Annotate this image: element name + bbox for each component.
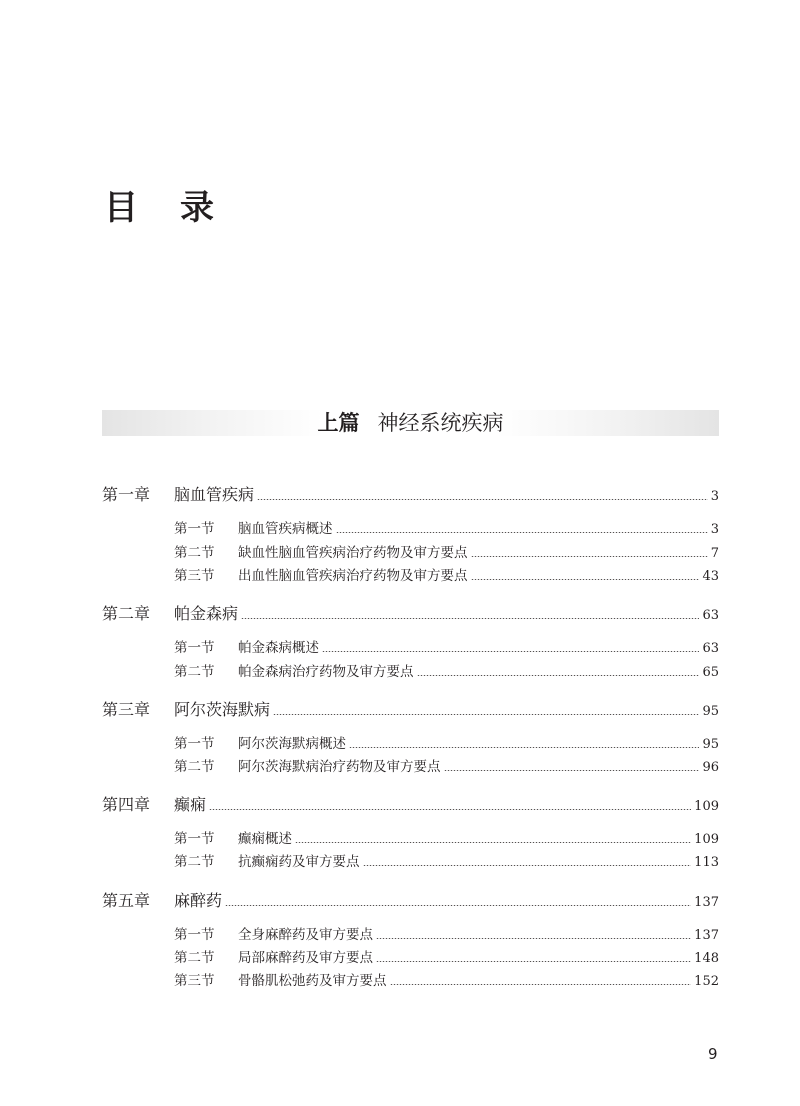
section-number: 第一节 [174, 640, 215, 656]
chapter-title: 麻醉药 [174, 891, 223, 910]
dot-leader [209, 809, 691, 810]
toc-section-5-1[interactable] [102, 925, 719, 945]
toc-chapter-4[interactable] [102, 794, 719, 816]
chapter-number: 第二章 [102, 604, 151, 623]
section-title: 阿尔茨海默病概述 [238, 736, 346, 752]
toc-section-4-1[interactable] [102, 829, 719, 849]
section-number: 第一节 [174, 736, 215, 752]
page-number: 43 [702, 569, 719, 584]
page-number: 152 [694, 974, 719, 989]
dot-leader [376, 938, 691, 939]
page-number: 148 [694, 951, 719, 966]
dot-leader [471, 556, 708, 557]
page-number: 65 [702, 665, 719, 680]
dot-leader [417, 675, 700, 676]
toc-section-2-2[interactable] [102, 662, 719, 682]
toc-section-5-2[interactable] [102, 948, 719, 968]
dot-leader [322, 651, 699, 652]
toc-chapter-5[interactable] [102, 890, 719, 912]
part-heading [102, 408, 719, 438]
toc-chapter-3[interactable] [102, 699, 719, 721]
section-number: 第一节 [174, 831, 215, 847]
part-name: 神经系统疾病 [377, 411, 504, 435]
toc-chapter-2[interactable] [102, 603, 719, 625]
section-title: 局部麻醉药及审方要点 [238, 950, 373, 966]
toc-chapter-1[interactable] [102, 484, 719, 506]
section-number: 第三节 [174, 973, 215, 989]
toc-section-4-2[interactable] [102, 852, 719, 872]
page-number: 7 [710, 546, 719, 561]
page-number: 95 [702, 737, 719, 752]
page-number: 137 [694, 928, 719, 943]
chapter-number: 第四章 [102, 795, 151, 814]
chapter-title: 脑血管疾病 [174, 485, 255, 504]
section-title: 缺血性脑血管疾病治疗药物及审方要点 [238, 545, 468, 561]
dot-leader [376, 961, 691, 962]
toc-section-1-3[interactable] [102, 566, 719, 586]
page-number: 63 [702, 641, 719, 656]
toc-section-3-2[interactable] [102, 757, 719, 777]
page-number: 3 [710, 489, 719, 504]
section-title: 抗癫痫药及审方要点 [238, 854, 360, 870]
dot-leader [444, 770, 700, 771]
chapter-number: 第五章 [102, 891, 151, 910]
section-number: 第二节 [174, 950, 215, 966]
chapter-number: 第三章 [102, 700, 151, 719]
dot-leader [471, 579, 700, 580]
dot-leader [225, 905, 691, 906]
section-title: 出血性脑血管疾病治疗药物及审方要点 [238, 568, 468, 584]
folio-page-number: 9 [708, 1045, 718, 1063]
page-title-char-1: 目 [104, 188, 138, 228]
dot-leader [349, 747, 699, 748]
page-number: 63 [702, 608, 719, 623]
page-number: 96 [702, 760, 719, 775]
section-title: 全身麻醉药及审方要点 [238, 927, 373, 943]
section-number: 第二节 [174, 759, 215, 775]
chapter-title: 帕金森病 [174, 604, 239, 623]
dot-leader [273, 714, 699, 715]
chapter-number: 第一章 [102, 485, 151, 504]
section-number: 第二节 [174, 854, 215, 870]
section-number: 第一节 [174, 927, 215, 943]
section-number: 第二节 [174, 664, 215, 680]
page-number: 137 [694, 895, 719, 910]
chapter-title: 癫痫 [174, 795, 207, 814]
page-number: 3 [710, 522, 719, 537]
toc-section-3-1[interactable] [102, 734, 719, 754]
chapter-title: 阿尔茨海默病 [174, 700, 271, 719]
page-number: 109 [694, 799, 719, 814]
section-title: 帕金森病治疗药物及审方要点 [238, 664, 414, 680]
section-number: 第三节 [174, 568, 215, 584]
page-number: 109 [694, 832, 719, 847]
toc-section-1-1[interactable] [102, 519, 719, 539]
dot-leader [241, 618, 699, 619]
section-title: 帕金森病概述 [238, 640, 319, 656]
page-number: 95 [702, 704, 719, 719]
dot-leader [336, 532, 708, 533]
toc-section-2-1[interactable] [102, 638, 719, 658]
dot-leader [363, 865, 692, 866]
page-title [104, 188, 214, 228]
section-title: 阿尔茨海默病治疗药物及审方要点 [238, 759, 441, 775]
toc-section-5-3[interactable] [102, 971, 719, 991]
dot-leader [295, 842, 691, 843]
part-label: 上篇 [317, 411, 360, 435]
page-title-char-2: 录 [180, 188, 214, 228]
section-title: 癫痫概述 [238, 831, 292, 847]
dot-leader [257, 499, 708, 500]
toc-section-1-2[interactable] [102, 543, 719, 563]
section-number: 第二节 [174, 545, 215, 561]
section-title: 脑血管疾病概述 [238, 521, 333, 537]
page-number: 113 [694, 855, 719, 870]
section-title: 骨骼肌松弛药及审方要点 [238, 973, 387, 989]
dot-leader [390, 984, 692, 985]
section-number: 第一节 [174, 521, 215, 537]
